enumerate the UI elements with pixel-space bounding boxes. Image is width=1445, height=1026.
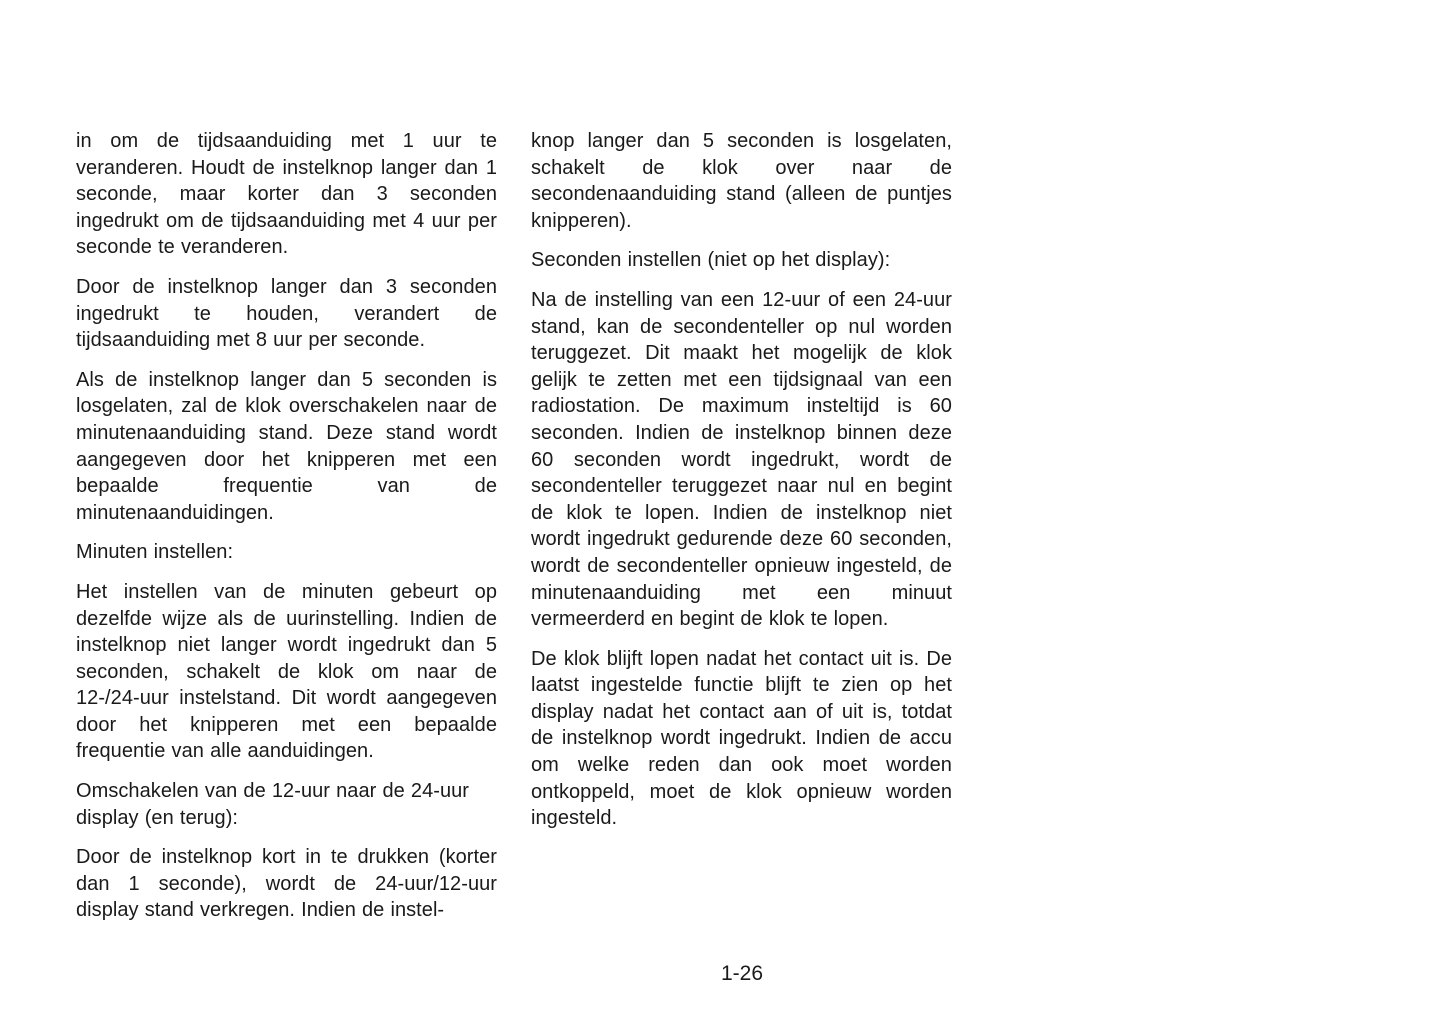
seconds-heading: Seconden instellen (niet op het display): <box>531 249 891 272</box>
page-number: 1-26 <box>720 962 764 985</box>
left-paragraph-7: Door de instelknop kort in te drukken (korter dan 1 seconde), wordt de 24-uur/12-uur display stand verkregen. Indien de instel- <box>76 846 497 922</box>
left-paragraph-5: Het instellen van de minuten gebeurt op dezelfde wijze als de uurinstelling. Indien de instelknop niet langer wordt ingedrukt dan 5 seconden, schakelt de klok om naar de 12-/24-uur instelstand. Dit wordt aangegeven door het knipperen met een bepaalde frequentie van alle aanduidingen. <box>76 580 497 763</box>
left-column <box>76 128 497 937</box>
minutes-heading: Minuten instellen: <box>76 541 234 564</box>
right-paragraph-1: knop langer dan 5 seconden is losgelaten, schakelt de klok over naar de secondenaanduiding stand (alleen de puntjes knipperen). <box>531 130 952 232</box>
right-paragraph-4: De klok blijft lopen nadat het contact uit is. De laatst ingestelde functie blijft te zien op het display nadat het contact aan of uit is, totdat de instelknop wordt ingedrukt. Indien de accu om welke reden dan ook moet worden ontkoppeld, moet de klok opnieuw worden ingesteld. <box>531 647 952 830</box>
left-paragraph-1: in om de tijdsaanduiding met 1 uur te veranderen. Houdt de instelknop langer dan 1 seconde, maar korter dan 3 seconden ingedrukt om de tijdsaanduiding met 4 uur per seconde te veranderen. <box>76 130 497 259</box>
right-paragraph-3: Na de instelling van een 12-uur of een 24-uur stand, kan de secondenteller op nul worden teruggezet. Dit maakt het mogelijk de klok gelijk te zetten met een tijdsignaal van een radiostation. De maximum insteltijd is 60 seconden. Indien de instelknop binnen deze 60 seconden wordt ingedrukt, wordt de secondenteller teruggezet naar nul en begint de klok te lopen. Indien de instelknop niet wordt ingedrukt gedurende deze 60 seconden, wordt de secondenteller opnieuw ingesteld, de minutenaanduiding met een minuut vermeerderd en begint de klok te lopen. <box>531 288 952 631</box>
switch-12-24-heading: Omschakelen van de 12-uur naar de 24-uur display (en terug): <box>76 780 470 829</box>
right-column <box>531 128 952 845</box>
left-paragraph-3: Als de instelknop langer dan 5 seconden is losgelaten, zal de klok overschakelen naar de minutenaanduiding stand. Deze stand wordt aangegeven door het knipperen met een bepaalde frequentie van de minutenaanduidingen. <box>76 368 497 524</box>
left-paragraph-2: Door de instelknop langer dan 3 seconden ingedrukt te houden, verandert de tijdsaanduiding met 8 uur per seconde. <box>76 275 497 352</box>
